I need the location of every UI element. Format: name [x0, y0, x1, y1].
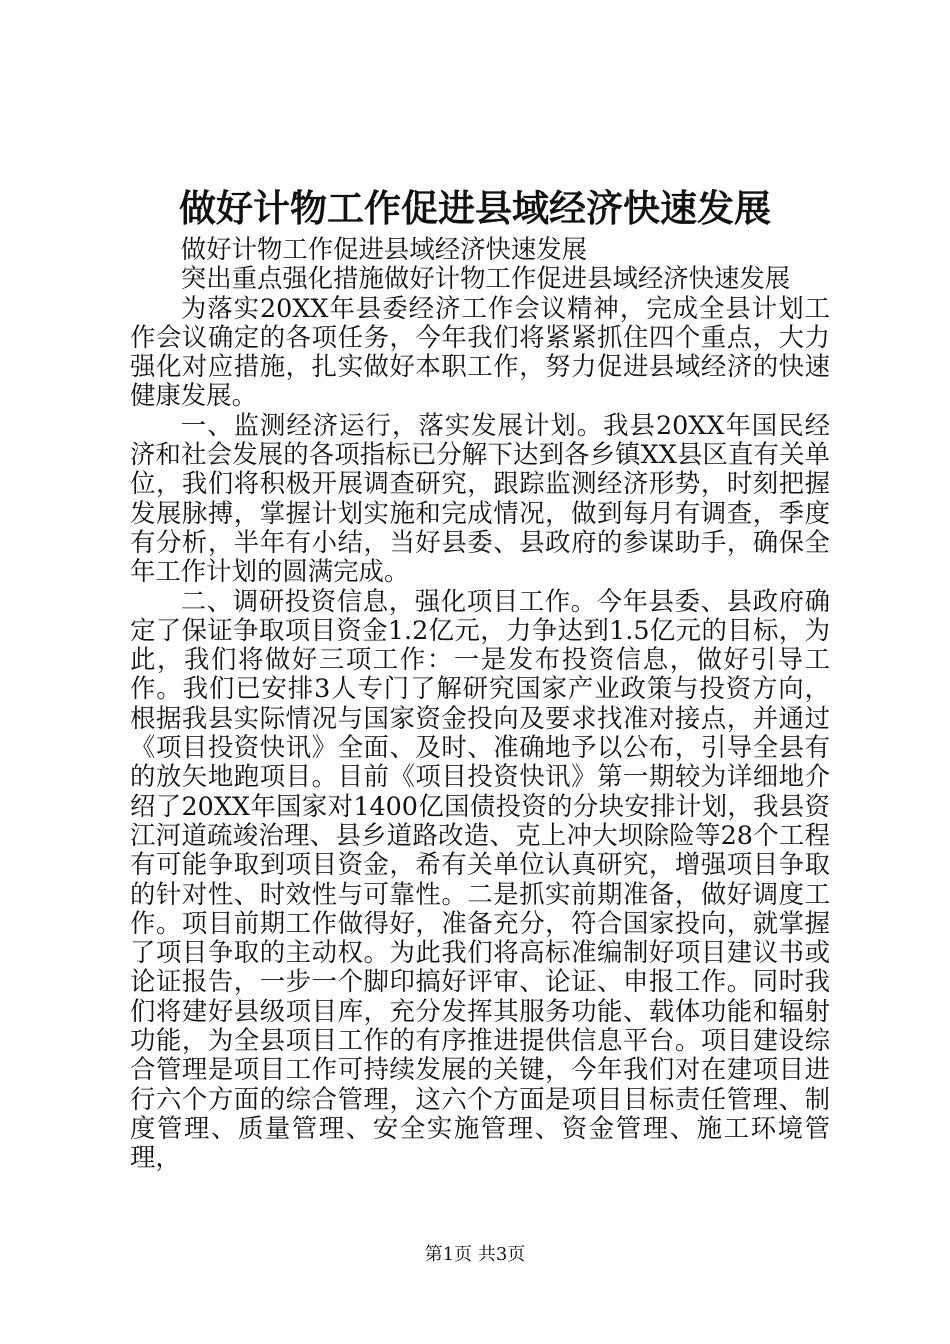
- paragraph: 做好计物工作促进县域经济快速发展: [180, 234, 588, 264]
- paragraph: 为落实20XX年县委经济工作会议精神，完成全县计划工作会议确定的各项任务，今年我们将紧紧抓住四个重点，大力强化对应措施，扎实做好本职工作，努力促进县域经济的快速健康发展。: [130, 292, 830, 411]
- paragraph: 一、监测经济运行，落实发展计划。我县20XX年国民经济和社会发展的各项指标已分解下达到各乡镇XX县区直有关单位，我们将积极开展调查研究，跟踪监测经济形势，时刻把握发展脉搏，掌握计划实施和完成情况，做到每月有调查，季度有分析，半年有小结，当好县委、县政府的参谋助手，确保全年工作计划的圆满完成。: [130, 409, 830, 587]
- page-footer: 第1页 共3页: [424, 1244, 526, 1265]
- paragraph: 突出重点强化措施做好计物工作促进县域经济快速发展: [180, 263, 791, 294]
- document-title: 做好计物工作促进县域经济快速发展: [179, 186, 771, 230]
- paragraph: 二、调研投资信息，强化项目工作。今年县委、县政府确定了保证争取项目资金1.2亿元，力争达到1.5亿元的目标，为此，我们将做好三项工作：一是发布投资信息，做好引导工作。我们已安排3人专门了解研究国家产业政策与投资方向，根据我县实际情况与国家资金投向及要求找准对接点，并通过《项目投资快讯》全面、及时、准确地予以公布，引导全县有的放矢地跑项目。目前《项目投资快讯》第一期较为详细地介绍了20XX年国家对1400亿国债投资的分块安排计划，我县资江河道疏竣治理、县乡道路改造、克上冲大坝除险等28个工程有可能争取到项目资金，希有关单位认真研究，增强项目争取的针对性、时效性与可靠性。二是抓实前期准备，做好调度工作。项目前期工作做得好，准备充分，符合国家投向，就掌握了项目争取的主动权。为此我们将高标准编制好项目建议书或论证报告，一步一个脚印搞好评审、论证、申报工作。同时我们将建好县级项目库，充分发挥其服务功能、载体功能和辐射功能，为全县项目工作的有序推进提供信息平台。项目建设综合管理是项目工作可持续发展的关键，今年我们对在建项目进行六个方面的综合管理，这六个方面是项目目标责任管理、制度管理、质量管理、安全实施管理、资金管理、施工环境管理，: [130, 585, 830, 1173]
- document-body: [130, 235, 830, 1173]
